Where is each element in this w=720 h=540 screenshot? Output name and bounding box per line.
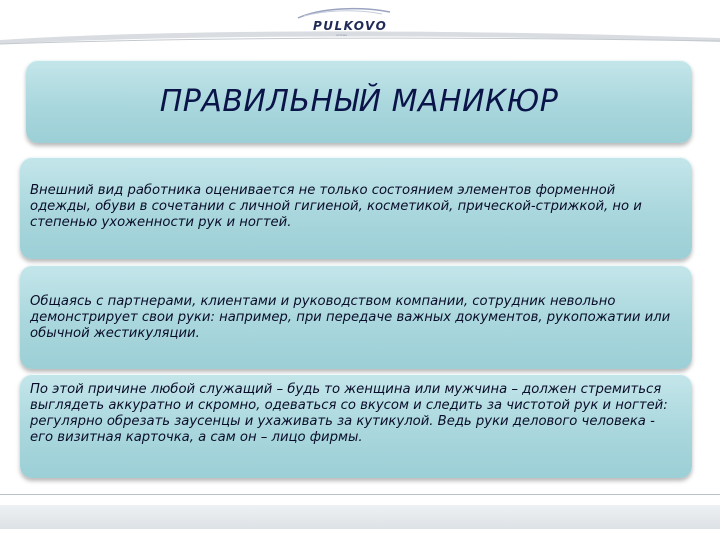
title-panel [26, 60, 692, 143]
text-panel-1 [20, 157, 692, 259]
logo-wordmark: PULKOVO [313, 19, 388, 33]
footer-divider [0, 494, 720, 495]
paragraph-1: Внешний вид работника оценивается не только состоянием элементов форменной одежды, обуви в сочетании с личной гигиеной, косметикой, прической-стрижкой, но и степенью ухоженности рук и ногтей. [30, 183, 642, 230]
paragraph-3: По этой причине любой служащий – будь то женщина или мужчина – должен стремиться выглядеть аккуратно и скромно, одеваться со вкусом и следить за чистотой рук и ногтей: регулярно обрезать заусенцы и ухаживать за кутикулой. Ведь руки делового человека - его визитная карточка, а сам он – лицо фирмы. [30, 382, 668, 445]
footer-band [0, 505, 720, 529]
logo-tagline: airlines [336, 33, 347, 37]
text-panel-2 [20, 265, 692, 369]
slide-title: ПРАВИЛЬНЫЙ МАНИКЮР [159, 84, 559, 119]
text-panel-3 [20, 374, 692, 478]
paragraph-2: Общаясь с партнерами, клиентами и руководством компании, сотрудник невольно демонстрирует свои руки: например, при передаче важных документов, рукопожатии или обычной жестикуляции. [30, 294, 671, 341]
